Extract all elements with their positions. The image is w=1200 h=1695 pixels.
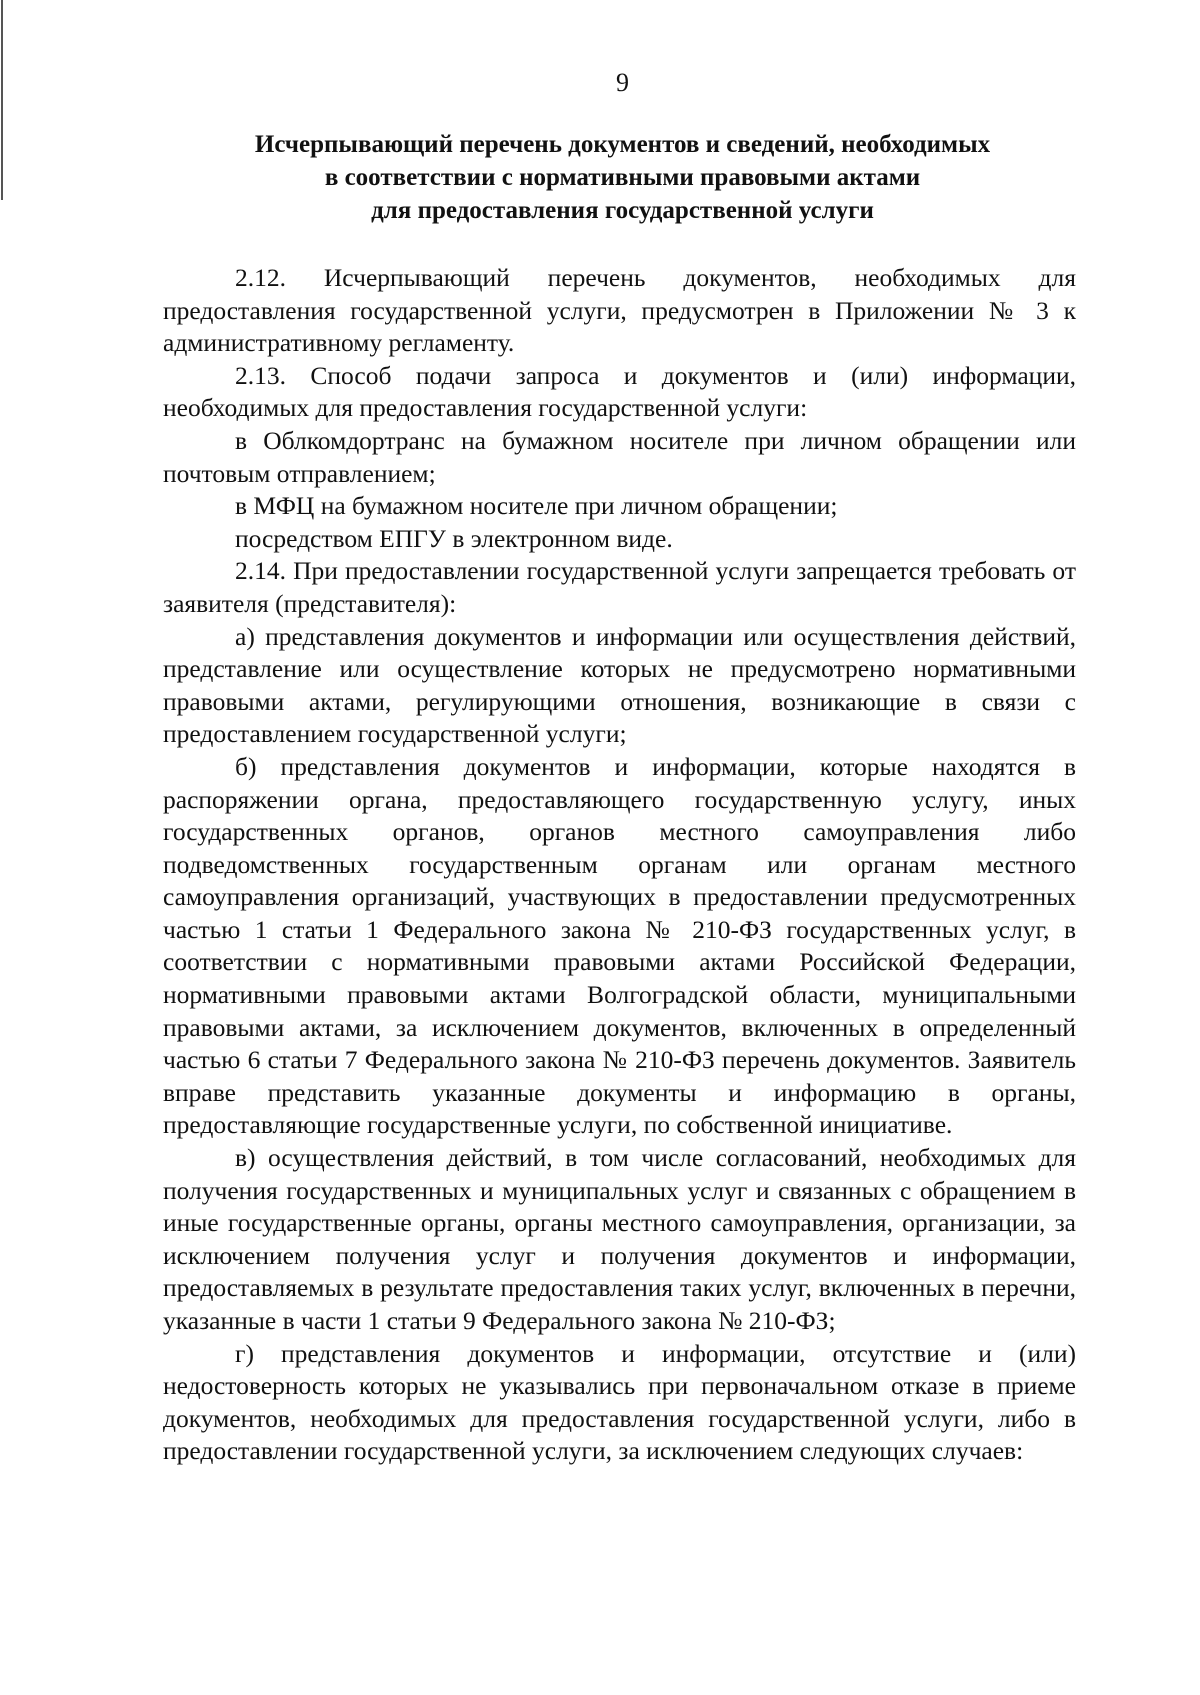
section-heading <box>160 128 1085 227</box>
scan-edge-line <box>1 0 3 200</box>
paragraph-2-13: 2.13. Способ подачи запроса и документов и (или) информации, необходимых для предоставления государственной услуги: <box>163 360 1076 423</box>
heading-line-1: Исчерпывающий перечень документов и сведений, необходимых <box>254 131 991 158</box>
paragraph-item-v: в) осуществления действий, в том числе согласований, необходимых для получения государственных и муниципальных услуг и связанных с обращением в иные государственные органы, органы местного самоуправления, организации, за исключением получения услуг и получения документов и информации, предоставляемых в результате предоставления таких услуг, включенных в перечни, указанные в части 1 статьи 9 Федерального закона № 210-ФЗ; <box>163 1143 1076 1335</box>
paragraph-item-a: а) представления документов и информации или осуществления действий, представление или осуществление которых не предусмотрено нормативными правовыми актами, регулирующими отношения, возникающие в связи с предоставлением государственной услуги; <box>163 621 1076 749</box>
heading-line-2: в соответствии с нормативными правовыми актами <box>324 164 921 191</box>
page-number: 9 <box>616 68 629 97</box>
body-text <box>163 262 1076 1468</box>
paragraph-method-epgu: посредством ЕПГУ в электронном виде. <box>235 523 673 553</box>
paragraph-2-14: 2.14. При предоставлении государственной услуги запрещается требовать от заявителя (представителя): <box>163 556 1076 618</box>
paragraph-method-oblkomdortrans: в Облкомдортранс на бумажном носителе при личном обращении или почтовым отправлением; <box>163 425 1076 488</box>
paragraph-method-mfc: в МФЦ на бумажном носителе при личном обращении; <box>235 491 838 521</box>
paragraph-item-g: г) представления документов и информации, отсутствие и (или) недостоверность которых не указывались при первоначальном отказе в приеме документов, необходимых для предоставления государственной услуги, либо в предоставлении государственной услуги, за исключением следующих случаев: <box>163 1338 1076 1466</box>
paragraph-2-12: 2.12. Исчерпывающий перечень документов, необходимых для предоставления государственной услуги, предусмотрен в Приложении № 3 к административному регламенту. <box>163 263 1076 358</box>
heading-line-3: для предоставления государственной услуги <box>371 197 874 224</box>
paragraph-item-b: б) представления документов и информации, которые находятся в распоряжении органа, предоставляющего государственную услугу, иных государственных органов, органов местного самоуправления либо подведомственных государственным органам или органам местного самоуправления организаций, участвующих в предоставлении предусмотренных частью 1 статьи 1 Федерального закона № 210-ФЗ государственных услуг, в соответствии с нормативными правовыми актами Российской Федерации, нормативными правовыми актами Волгоградской области, муниципальными правовыми актами, за исключением документов, включенных в определенный частью 6 статьи 7 Федерального закона № 210-ФЗ перечень документов. Заявитель вправе представить указанные документы и информацию в органы, предоставляющие государственные услуги, по собственной инициативе. <box>163 751 1076 1140</box>
